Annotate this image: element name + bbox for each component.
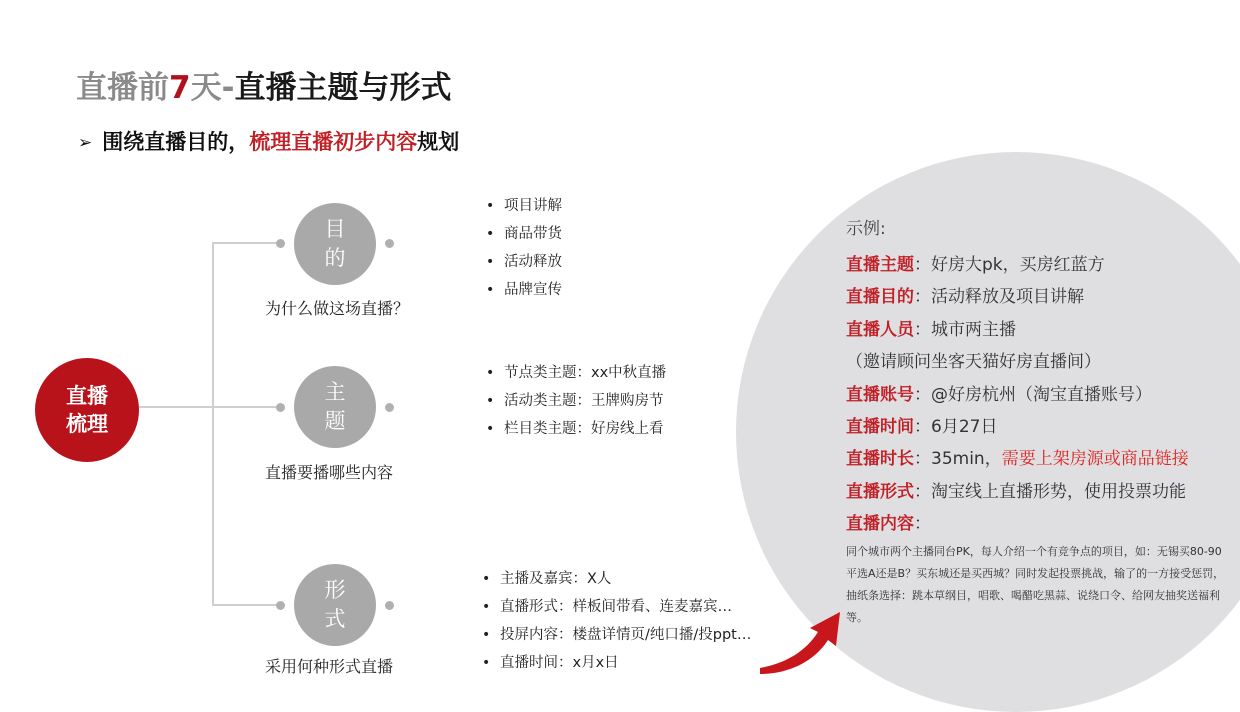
example-key: 直播形式 [846, 481, 914, 502]
list-item: • 商品带货 [486, 220, 562, 248]
list-item: • 活动释放 [486, 248, 562, 276]
category-circle-theme [294, 366, 376, 448]
category-3-line-2: 式 [324, 607, 346, 631]
arrow-bullet-icon: ➢ [78, 133, 93, 153]
example-sep: ： [914, 416, 931, 437]
example-sep: ： [914, 255, 931, 275]
subtitle-part-3: 规划 [417, 130, 460, 154]
example-row [846, 443, 1228, 475]
title-part-4: 直播主题与形式 [234, 70, 452, 106]
root-connector-line [139, 406, 213, 408]
subtitle-part-1: 围绕直播目的， [102, 130, 250, 154]
example-row [846, 346, 1228, 378]
example-value: 活动释放及项目讲解 [931, 287, 1084, 308]
example-sep: ： [914, 481, 931, 502]
example-sep: ： [914, 449, 931, 470]
list-item: • 直播形式：样板间带看、连麦嘉宾… [482, 593, 751, 621]
example-value: @好房杭州（淘宝直播账号） [931, 384, 1152, 405]
category-2-line-2: 题 [324, 409, 346, 433]
example-sep: ： [914, 287, 931, 308]
list-item: • 主播及嘉宾：X人 [482, 565, 751, 593]
example-row [846, 281, 1228, 313]
page-title [76, 62, 451, 107]
example-key: 直播人员 [846, 319, 914, 340]
category-circle-purpose [294, 203, 376, 285]
example-value: 城市两主播 [931, 319, 1016, 340]
category-3-caption: 采用何种形式直播 [265, 657, 394, 676]
category-2-caption: 直播要播哪些内容 [265, 463, 394, 482]
branch-2-line [212, 406, 280, 408]
example-row [846, 476, 1228, 508]
category-circle-format [294, 564, 376, 646]
example-key: 直播时长 [846, 449, 914, 470]
example-key: 直播账号 [846, 384, 914, 405]
example-sep: ： [914, 514, 931, 535]
branch-3-left-dot [276, 601, 285, 610]
category-1-line-1: 目 [324, 217, 346, 241]
root-label-line-2: 梳理 [66, 412, 108, 436]
example-value: （邀请顾问坐客天猫好房直播间） [846, 352, 1101, 373]
list-item: • 栏目类主题：好房线上看 [486, 415, 666, 443]
title-part-3: 天- [190, 70, 235, 106]
category-1-list [486, 192, 562, 304]
example-key: 直播主题 [846, 255, 914, 275]
category-3-line-1: 形 [324, 578, 346, 602]
branch-2-right-dot [385, 403, 394, 412]
example-row [846, 249, 1228, 281]
example-highlight: 需要上架房源或商品链接 [1001, 449, 1189, 470]
tree-trunk-line [212, 243, 214, 606]
root-label-line-1: 直播 [66, 384, 108, 408]
example-content-note: 同个城市两个主播同台PK，每人介绍一个有竞争点的项目，如：无锡买80-90平选A还是B？买东城还是买西城？同时发起投票挑战，输了的一方接受惩罚，抽纸条选择：跳本草纲目，唱歌、喝醋吃黑蒜、说绕口令、给网友抽奖送福利等。 [846, 544, 1225, 624]
example-key: 直播目的 [846, 287, 914, 308]
example-row [846, 314, 1228, 346]
title-part-1: 直播前 [76, 70, 169, 106]
list-item: • 品牌宣传 [486, 276, 562, 304]
list-item: • 节点类主题：xx中秋直播 [486, 359, 666, 387]
example-row [846, 379, 1228, 411]
example-row [846, 411, 1228, 443]
example-row [846, 508, 1228, 540]
branch-1-line [212, 242, 280, 244]
example-heading: 示例: [846, 219, 886, 239]
branch-2-left-dot [276, 403, 285, 412]
category-3-list [482, 565, 751, 677]
example-key: 直播内容 [846, 514, 914, 535]
list-item: • 直播时间：x月x日 [482, 649, 751, 677]
branch-3-right-dot [385, 601, 394, 610]
curved-arrow-icon [756, 598, 846, 678]
example-value: 淘宝线上直播形势，使用投票功能 [931, 481, 1186, 502]
category-1-caption: 为什么做这场直播？ [265, 299, 410, 318]
list-item: • 活动类主题：王牌购房节 [486, 387, 666, 415]
category-2-list [486, 359, 666, 443]
example-value: 好房大pk，买房红蓝方 [931, 255, 1105, 275]
category-2-line-1: 主 [324, 380, 346, 404]
branch-3-line [212, 604, 280, 606]
branch-1-right-dot [385, 239, 394, 248]
example-sep: ： [914, 384, 931, 405]
subtitle [78, 126, 459, 156]
subtitle-part-2: 梳理直播初步内容 [249, 130, 418, 154]
category-1-line-2: 的 [324, 246, 346, 270]
title-part-2: 7 [169, 70, 191, 106]
example-value: 6月27日 [931, 416, 998, 437]
example-key: 直播时间 [846, 416, 914, 437]
example-panel [846, 214, 1228, 629]
list-item: • 项目讲解 [486, 192, 562, 220]
list-item: • 投屏内容：楼盘详情页/纯口播/投ppt… [482, 621, 751, 649]
root-node [35, 358, 139, 462]
branch-1-left-dot [276, 239, 285, 248]
example-value: 35min， [931, 449, 1002, 470]
example-sep: ： [914, 319, 931, 340]
